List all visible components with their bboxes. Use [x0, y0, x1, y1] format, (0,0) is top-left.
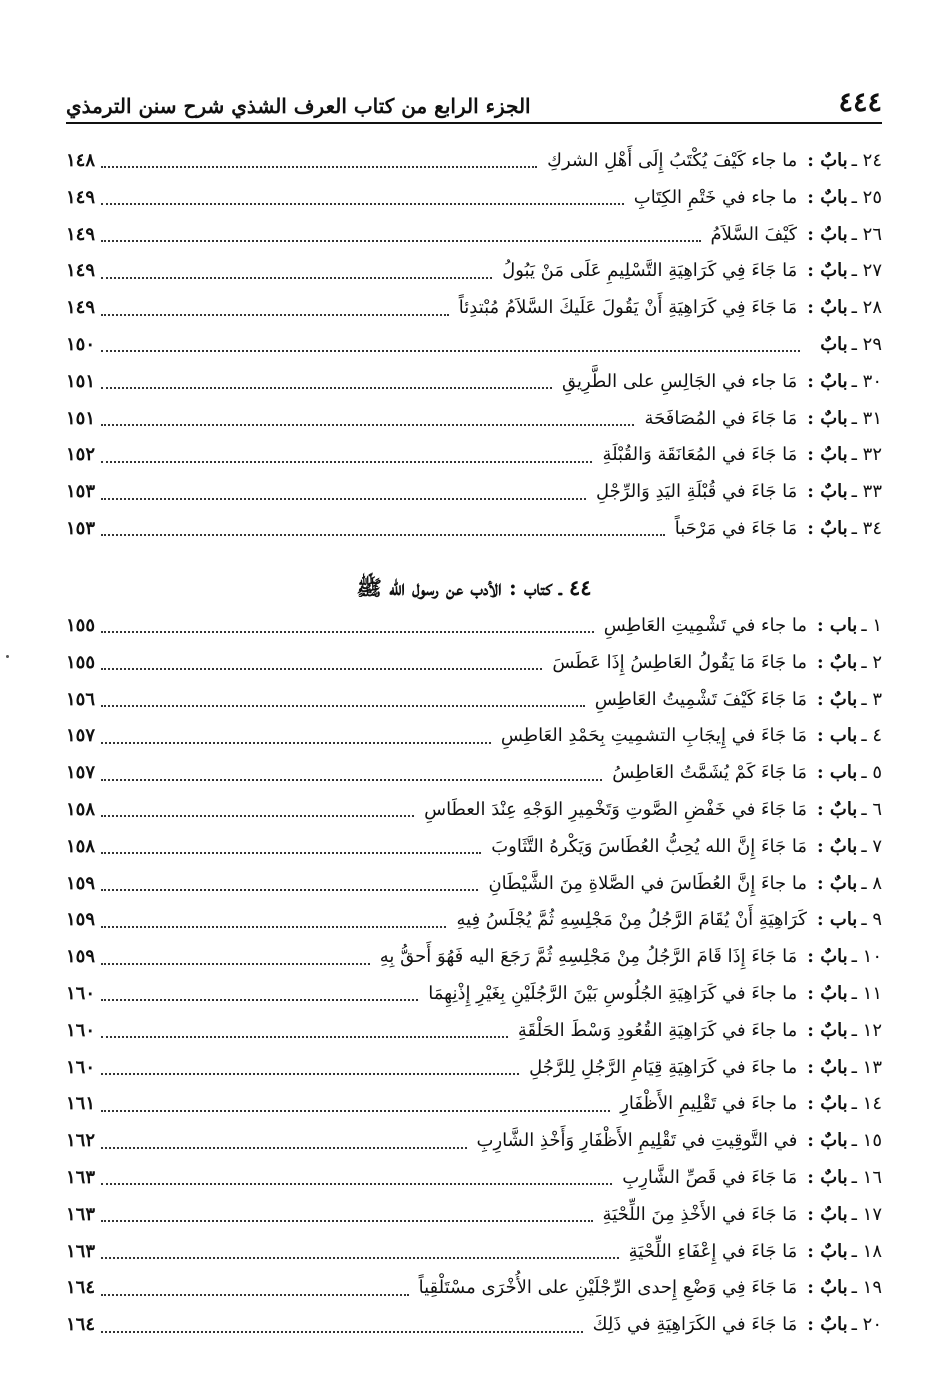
entry-title: مَا جَاءَ في مَرْحَباً [674, 517, 798, 539]
toc-entry [66, 143, 882, 180]
entry-label: بابٌ : [807, 444, 848, 466]
entry-page: ١٥٨ [66, 798, 96, 820]
entry-label: باب : [816, 725, 858, 747]
entry-number: ١ ـ [861, 615, 882, 636]
entry-number: ٢٧ ـ [851, 260, 882, 282]
entry-title: ما جَاءَ مَا يَقُولُ العَاطِسُ إِذَا عَطَسَ [552, 651, 807, 673]
leader-dots [101, 668, 542, 670]
leader-dots [101, 852, 481, 854]
entry-title: مَا جَاءَ في إِيجَابِ التشمِيتِ بِحَمْدِ العَاطِسِ [500, 725, 807, 747]
entry-title: مَا جَاءَ إِنَّ الله يُحِبُّ العُطَاسَ وَيَكْرهُ التَّثَاوبَ [491, 835, 807, 857]
leader-dots [101, 314, 449, 316]
toc-entry [66, 1160, 882, 1197]
entry-number: ٥ ـ [861, 762, 882, 784]
entry-number: ٦ ـ [861, 798, 882, 820]
entry-title: في التَّوقِيتِ في تَقْلِيمِ الأَظْفَارِ وَأَخْذِ الشَّارِبِ [476, 1130, 798, 1152]
toc-entry [66, 1123, 882, 1160]
toc-entry [66, 1050, 882, 1087]
entry-title: ما جاءَ في تَقْلِيمِ الأَظْفَارِ [620, 1093, 798, 1115]
toc-group-2 [66, 608, 882, 1344]
entry-page: ١٥٣ [66, 481, 96, 503]
entry-title: مَا جَاءَ في قَصِّ الشَّارِبِ [622, 1166, 798, 1188]
entry-title: كَيْفَ السَّلاَمُ [710, 223, 798, 245]
entry-label: بابٌ : [807, 407, 848, 429]
toc-entry [66, 792, 882, 829]
entry-page: ١٥٠ [66, 333, 96, 355]
entry-page: ١٦٠ [66, 1019, 96, 1041]
entry-page: ١٥٥ [66, 615, 96, 636]
leader-dots [101, 1220, 593, 1222]
entry-title: ما جاء كَيْفَ يُكْتَبُ إِلَى أَهْلِ الشركِ [547, 150, 798, 171]
toc-entry [66, 755, 882, 792]
entry-page: ١٤٩ [66, 223, 96, 245]
entry-number: ٨ ـ [861, 872, 882, 894]
leader-dots [101, 999, 418, 1001]
entry-page: ١٥٩ [66, 872, 96, 894]
leader-dots [101, 742, 491, 744]
entry-title: مَا جاء في الجَالِسِ على الطَّرِيقِ [561, 370, 798, 392]
leader-dots [101, 461, 592, 463]
entry-number: ٢ ـ [861, 651, 882, 673]
leader-dots [101, 166, 537, 168]
entry-number: ٢٥ ـ [851, 186, 882, 208]
leader-dots [101, 889, 478, 891]
toc-entry [66, 364, 882, 401]
entry-title: مَا جَاءَ في المُصَافَحَة [644, 407, 798, 429]
entry-title: مَا جَاءَ إِذَا قَامَ الرَّجُلُ مِنْ مَجْلِسِهِ ثُمَّ رَجَعَ اليه فَهُوَ أَحقُّ بِهِ [379, 946, 798, 968]
entry-label: بابٌ : [807, 150, 848, 171]
entry-label: بابٌ : [816, 835, 858, 857]
entry-number: ١٠ ـ [851, 946, 882, 968]
toc-entry [66, 401, 882, 438]
leader-dots [101, 926, 446, 928]
entry-label: بابٌ : [807, 481, 848, 503]
entry-page: ١٤٨ [66, 150, 96, 171]
entry-page: ١٥٨ [66, 835, 96, 857]
entry-title: ما جاء في تَشْمِيتِ العَاطِسِ [603, 615, 807, 636]
toc-entry [66, 939, 882, 976]
toc-entry [66, 327, 882, 364]
leader-dots [101, 387, 552, 389]
toc-entry [66, 290, 882, 327]
leader-dots [101, 1294, 409, 1296]
entry-page: ١٤٩ [66, 297, 96, 319]
entry-label: بابٌ : [807, 1166, 848, 1188]
toc-entry [66, 718, 882, 755]
leader-dots [101, 240, 700, 242]
entry-number: ١٧ ـ [851, 1203, 882, 1225]
entry-label: بابٌ [820, 333, 848, 355]
entry-number: ٣٣ ـ [851, 481, 882, 503]
entry-label: باب : [816, 909, 858, 931]
entry-page: ١٥٣ [66, 517, 96, 539]
entry-number: ١٩ ـ [851, 1277, 882, 1299]
entry-number: ١٢ ـ [851, 1019, 882, 1041]
entry-label: بابٌ : [807, 1093, 848, 1115]
entry-label: بابٌ : [807, 297, 848, 319]
toc-entry [66, 902, 882, 939]
toc-group-1 [66, 143, 882, 548]
toc-entry [66, 1197, 882, 1234]
leader-dots [101, 1183, 612, 1185]
entry-number: ١٤ ـ [851, 1093, 882, 1115]
leader-dots [101, 779, 602, 781]
entry-page: ١٦٣ [66, 1203, 96, 1225]
entry-title: كَرَاهِيَةِ أَنْ يُقَامَ الرَّجُلُ مِنْ مَجْلِسِهِ ثُمَّ يُجْلَسُ فِيهِ [456, 909, 807, 931]
entry-page: ١٤٩ [66, 260, 96, 282]
leader-dots [101, 498, 586, 500]
leader-dots [101, 203, 624, 205]
leader-dots [101, 1147, 467, 1149]
entry-page: ١٦٠ [66, 982, 96, 1004]
entry-title: مَا جَاءَ في قُبْلَةِ اليَدِ وَالرِّجْلِ [596, 481, 798, 503]
leader-dots [101, 1331, 583, 1333]
toc-entry [66, 1013, 882, 1050]
toc-entry [66, 608, 882, 645]
leader-dots [101, 1036, 508, 1038]
entry-title: مَا جَاءَ في الأَخْذِ مِنَ اللِّحْيَةِ [602, 1203, 798, 1225]
margin-speck [6, 655, 9, 658]
entry-title: ما جاءَ في كَرَاهِيَةِ الجُلُوسِ بَيْنَ الرَّجُلَيْنِ بِغَيْرِ إِذْنِهِمَا [428, 982, 798, 1004]
leader-dots [101, 1257, 619, 1259]
leader-dots [101, 424, 634, 426]
leader-dots [101, 705, 585, 707]
entry-page: ١٥٧ [66, 762, 96, 784]
entry-title: مَا جَاءَ فِي كَرَاهِيَةِ التَّسْلِيمِ عَلَى مَنْ يَبُولُ [502, 260, 798, 282]
entry-label: باب : [816, 762, 858, 784]
entry-title: مَا جَاءَ في الكَرَاهِيَةِ في ذَلِكَ [592, 1314, 798, 1336]
entry-label: بابٌ : [807, 1130, 848, 1152]
entry-label: بابٌ : [807, 186, 848, 208]
entry-label: بابٌ : [807, 1240, 848, 1262]
entry-label: بابٌ : [807, 982, 848, 1004]
entry-number: ٢٤ ـ [851, 150, 882, 171]
toc-entry [66, 437, 882, 474]
entry-number: ٢٠ ـ [851, 1314, 882, 1336]
entry-label: بابٌ : [807, 1314, 848, 1336]
page-number: ٤٤٤ [838, 87, 882, 118]
entry-number: ١١ ـ [851, 982, 882, 1004]
toc-entry [66, 253, 882, 290]
entry-label: بابٌ : [807, 1019, 848, 1041]
entry-number: ١٨ ـ [851, 1240, 882, 1262]
leader-dots [101, 350, 800, 352]
entry-page: ١٤٩ [66, 186, 96, 208]
toc-entry [66, 829, 882, 866]
entry-number: ٧ ـ [861, 835, 882, 857]
entry-number: ٣ ـ [861, 688, 882, 710]
page-header [66, 82, 882, 124]
entry-title: ما جاءَ في كَرَاهِيَةِ القُعُودِ وَسْطَ الحَلْقَةِ [517, 1019, 798, 1041]
toc-entry [66, 866, 882, 903]
leader-dots [101, 534, 665, 536]
section-heading: ٤٤ ـ كتاب : الأدب عن رسول الله ﷺ [356, 575, 592, 600]
entry-label: بابٌ : [807, 517, 848, 539]
entry-label: بابٌ : [816, 798, 858, 820]
entry-label: بابٌ : [816, 688, 858, 710]
entry-page: ١٦٠ [66, 1056, 96, 1078]
toc-entry [66, 511, 882, 548]
entry-number: ٣٠ ـ [851, 370, 882, 392]
entry-title: مَا جَاءَ في المُعَانَقَة وَالقُبْلَةِ [602, 444, 798, 466]
entry-page: ١٥٥ [66, 651, 96, 673]
leader-dots [101, 277, 492, 279]
entry-title: مَا جَاءَ كَيْفَ تَشْمِيتُ العَاطِسِ [594, 688, 807, 710]
entry-page: ١٥٢ [66, 444, 96, 466]
entry-number: ٣٤ ـ [851, 517, 882, 539]
entry-label: بابٌ : [807, 370, 848, 392]
entry-title: ما جاءَ في كَرَاهِيَةِ قِيَامِ الرَّجُلِ لِلرَّجُلِ [529, 1056, 798, 1078]
leader-dots [101, 1073, 519, 1075]
toc-entry [66, 474, 882, 511]
entry-label: بابٌ : [807, 1277, 848, 1299]
entry-number: ١٣ ـ [851, 1056, 882, 1078]
entry-page: ١٥٩ [66, 946, 96, 968]
entry-label: بابٌ : [816, 651, 858, 673]
toc-entry [66, 217, 882, 254]
entry-label: بابٌ : [816, 872, 858, 894]
entry-page: ١٥٦ [66, 688, 96, 710]
entry-page: ١٦٤ [66, 1314, 96, 1336]
entry-page: ١٥١ [66, 370, 96, 392]
leader-dots [101, 963, 370, 965]
entry-label: بابٌ : [807, 223, 848, 245]
toc-entry [66, 1270, 882, 1307]
entry-title: ما جاء في خَتْمِ الكِتَابِ [633, 186, 798, 208]
leader-dots [101, 815, 414, 817]
entry-title: مَا جَاءَ فِي كَرَاهِيَةِ أَنْ يَقُولَ عَلَيكَ السَّلاَمُ مُبْتدِئاً [458, 297, 798, 319]
entry-title: مَا جَاءَ كَمْ يُشَمَّتُ العَاطِسُ [612, 762, 807, 784]
entry-number: ١٦ ـ [851, 1166, 882, 1188]
toc-entry [66, 1307, 882, 1344]
entry-number: ٩ ـ [861, 909, 882, 931]
entry-title: مَا جَاءَ في خَفْضِ الصَّوتِ وَتَخْمِيرِ الوَجْهِ عِنْدَ العطَاسِ [424, 798, 807, 820]
entry-page: ١٥١ [66, 407, 96, 429]
entry-number: ٢٩ ـ [851, 333, 882, 355]
toc-entry [66, 180, 882, 217]
entry-label: بابٌ : [807, 1056, 848, 1078]
toc-entry [66, 1086, 882, 1123]
toc-entry [66, 976, 882, 1013]
entry-label: بابٌ : [807, 1203, 848, 1225]
toc-entry [66, 1234, 882, 1271]
entry-number: ٣١ ـ [851, 407, 882, 429]
entry-page: ١٦١ [66, 1093, 96, 1115]
running-title: الجزء الرابع من كتاب العرف الشذي شرح سنن الترمذي [66, 94, 531, 118]
entry-number: ١٥ ـ [851, 1130, 882, 1152]
entry-page: ١٦٢ [66, 1130, 96, 1152]
entry-page: ١٦٣ [66, 1166, 96, 1188]
leader-dots [101, 631, 594, 633]
entry-number: ٤ ـ [861, 725, 882, 747]
entry-label: بابٌ : [807, 946, 848, 968]
entry-title: مَا جَاءَ فِي وَضْعِ إِحدى الرِّجْلَيْنِ على الأُخْرَى مسْتَلْقِياً [418, 1277, 798, 1299]
entry-label: باب : [816, 615, 858, 636]
entry-label: بابٌ : [807, 260, 848, 282]
entry-number: ٢٦ ـ [851, 223, 882, 245]
entry-title: مَا جَاءَ في إِعْفَاءِ اللِّحْيَةِ [628, 1240, 798, 1262]
entry-number: ٢٨ ـ [851, 297, 882, 319]
toc-entry [66, 682, 882, 719]
toc-entry [66, 645, 882, 682]
entry-page: ١٦٣ [66, 1240, 96, 1262]
entry-number: ٣٢ ـ [851, 444, 882, 466]
entry-page: ١٥٩ [66, 909, 96, 931]
entry-page: ١٥٧ [66, 725, 96, 747]
entry-title: ما جاءَ إِنَّ العُطَاسَ في الصَّلاةِ مِنَ الشَّيْطَانِ [488, 872, 807, 894]
entry-page: ١٦٤ [66, 1277, 96, 1299]
leader-dots [101, 1110, 610, 1112]
